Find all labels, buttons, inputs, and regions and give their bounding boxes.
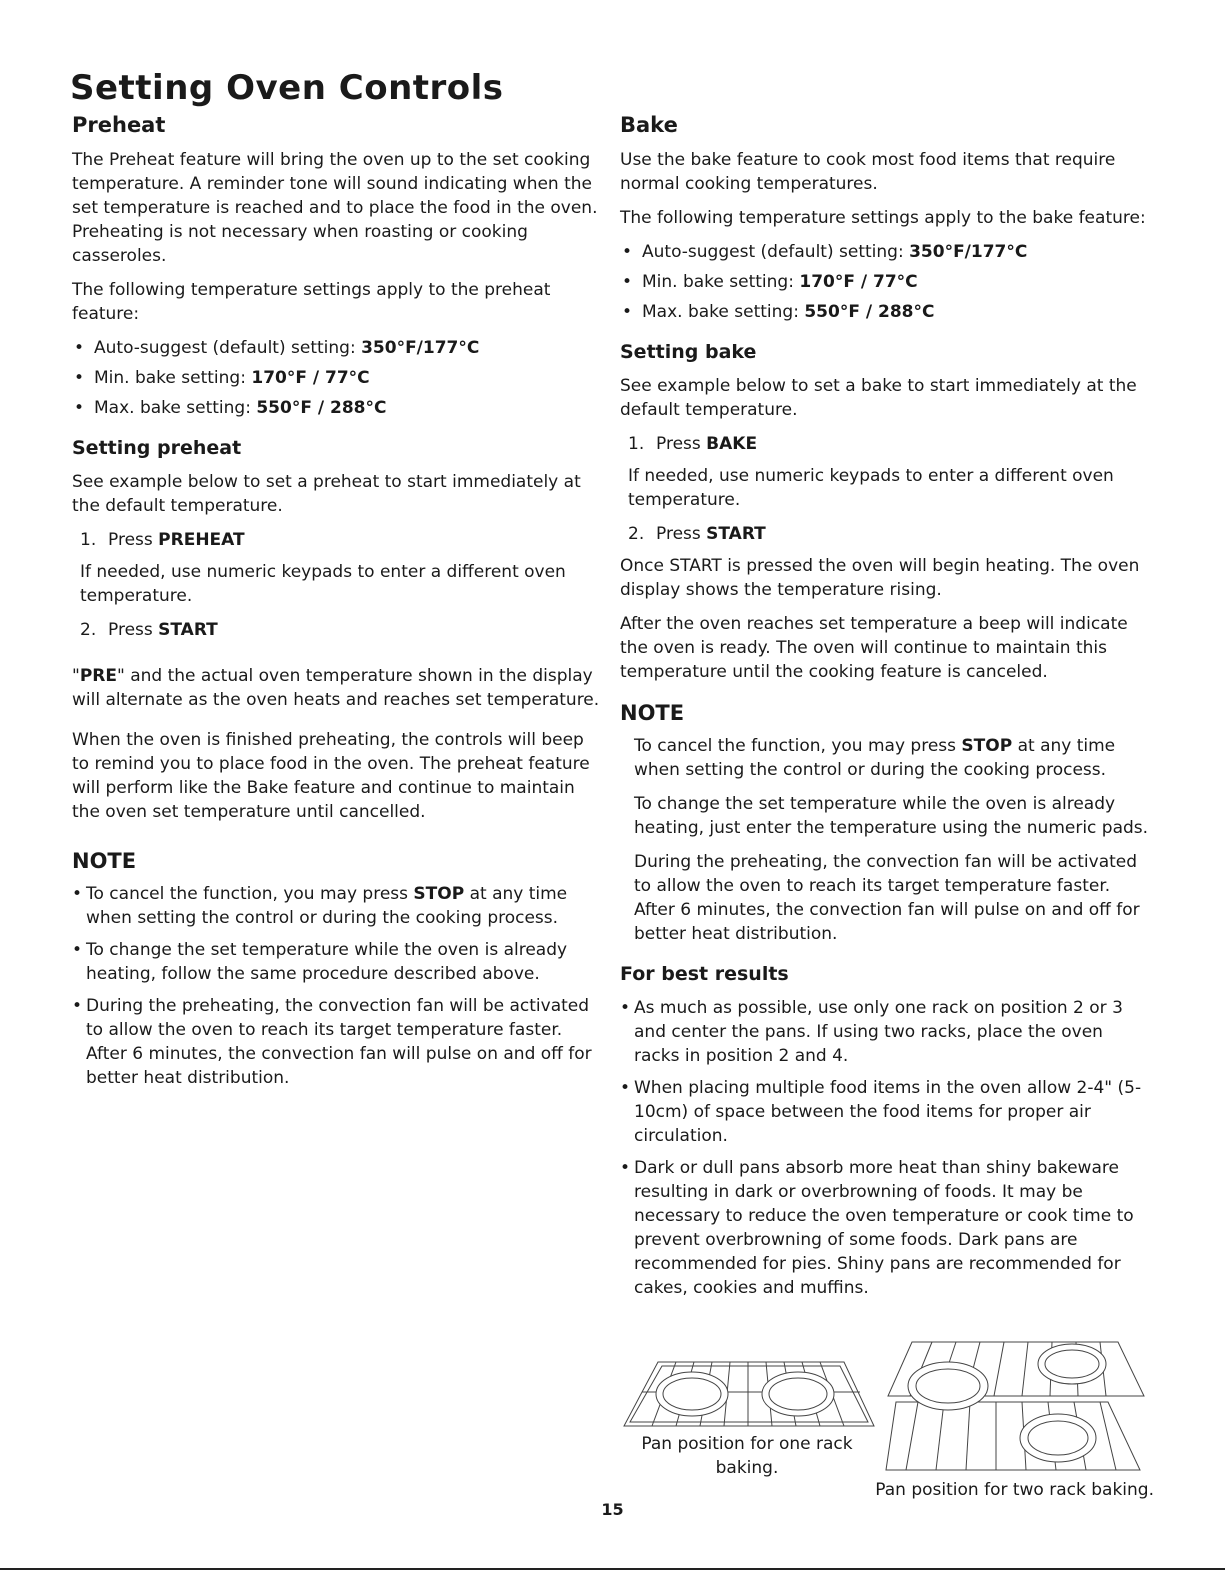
one-rack-illustration (616, 1340, 878, 1435)
note-heading: NOTE (72, 849, 137, 873)
list-item: • As much as possible, use only one rack on position 2 or 3 and center the pans. If using two racks, place the oven racks in position 2 and 4. (620, 996, 1150, 1068)
right-column (620, 110, 1150, 1308)
pre-display-text: "PRE" and the actual oven temperature shown in the display will alternate as the oven heats and reaches set temperature. (72, 666, 600, 710)
preheat-heading: Preheat (72, 113, 166, 137)
preheat-notes-list (72, 882, 602, 1090)
bake-step-1: 1. Press BAKE (628, 434, 758, 454)
preheat-step-1: 1. Press PREHEAT (80, 530, 245, 550)
list-item: • Auto-suggest (default) setting: 350°F/177°C (620, 240, 1150, 264)
preheat-finished-text: When the oven is finished preheating, the controls will beep to remind you to place food in the oven. The preheat feature will perform like the Bake feature and continue to maintain the oven set temperature until cancelled. (72, 730, 590, 822)
setting-preheat-heading: Setting preheat (72, 437, 242, 459)
bake-after-text: After the oven reaches set temperature a beep will indicate the oven is ready. The oven will continue to maintain this temperature until the cooking feature is canceled. (620, 614, 1128, 682)
bake-note-2: To change the set temperature while the oven is already heating, just enter the temperature using the numeric pads. (634, 794, 1149, 838)
list-item: • Max. bake setting: 550°F / 288°C (72, 396, 602, 420)
bottom-divider (0, 1568, 1225, 1570)
list-item: • Dark or dull pans absorb more heat than shiny bakeware resulting in dark or overbrowning of foods. It may be necessary to reduce the oven temperature or cook time to prevent overbrowning of some foods. Dark pans are recommended for pies. Shiny pans are recommended for cakes, cookies and muffins. (620, 1156, 1150, 1300)
bake-settings-list (620, 240, 1150, 324)
preheat-step-1-note: If needed, use numeric keypads to enter a different oven temperature. (80, 562, 566, 606)
note-heading: NOTE (620, 701, 685, 725)
bake-note-1: To cancel the function, you may press STOP at any time when setting the control or during the cooking process. (634, 736, 1116, 780)
list-item: • To change the set temperature while the oven is already heating, follow the same procedure described above. (72, 938, 602, 986)
two-rack-illustration (882, 1338, 1146, 1478)
bake-step-1-note: If needed, use numeric keypads to enter a different oven temperature. (628, 466, 1114, 510)
preheat-settings-list (72, 336, 602, 420)
bake-settings-intro: The following temperature settings apply to the bake feature: (620, 208, 1146, 228)
preheat-step-2: 2. Press START (80, 620, 218, 640)
rack-illustrations (616, 1340, 1156, 1510)
bake-once-text: Once START is pressed the oven will begin heating. The oven display shows the temperature rising. (620, 556, 1140, 600)
list-item: • Min. bake setting: 170°F / 77°C (620, 270, 1150, 294)
bake-note-3: During the preheating, the convection fan will be activated to allow the oven to reach its target temperature faster. After 6 minutes, the convection fan will pulse on and off for better heat distribution. (634, 852, 1140, 944)
best-results-list (620, 996, 1150, 1300)
list-item: • Auto-suggest (default) setting: 350°F/177°C (72, 336, 602, 360)
one-rack-caption: Pan position for one rack baking. (641, 1434, 853, 1478)
setting-bake-intro: See example below to set a bake to start immediately at the default temperature. (620, 376, 1137, 420)
preheat-intro: The Preheat feature will bring the oven up to the set cooking temperature. A reminder tone will sound indicating when the set temperature is reached and to place the food in the oven. Preheating is not necessary when roasting or cooking casseroles. (72, 150, 598, 266)
one-rack-figure (616, 1340, 878, 1478)
two-rack-caption: Pan position for two rack baking. (875, 1480, 1154, 1500)
setting-preheat-intro: See example below to set a preheat to start immediately at the default temperature. (72, 472, 581, 516)
bake-intro: Use the bake feature to cook most food items that require normal cooking temperatures. (620, 150, 1116, 194)
two-rack-figure (882, 1338, 1146, 1485)
bake-notes (634, 734, 1150, 946)
bake-heading: Bake (620, 113, 678, 137)
list-item: • Min. bake setting: 170°F / 77°C (72, 366, 602, 390)
list-item: • During the preheating, the convection fan will be activated to allow the oven to reach its target temperature faster. After 6 minutes, the convection fan will pulse on and off for better heat distribution. (72, 994, 602, 1090)
list-item: • To cancel the function, you may press STOP at any time when setting the control or during the cooking process. (72, 882, 602, 930)
left-column (72, 110, 602, 1098)
list-item: • Max. bake setting: 550°F / 288°C (620, 300, 1150, 324)
setting-bake-heading: Setting bake (620, 341, 757, 363)
bake-step-2: 2. Press START (628, 524, 766, 544)
best-results-heading: For best results (620, 963, 789, 985)
page-number: 15 (601, 1500, 624, 1519)
preheat-settings-intro: The following temperature settings apply to the preheat feature: (72, 280, 551, 324)
page-title: Setting Oven Controls (70, 68, 504, 108)
list-item: • When placing multiple food items in the oven allow 2-4" (5-10cm) of space between the food items for proper air circulation. (620, 1076, 1150, 1148)
